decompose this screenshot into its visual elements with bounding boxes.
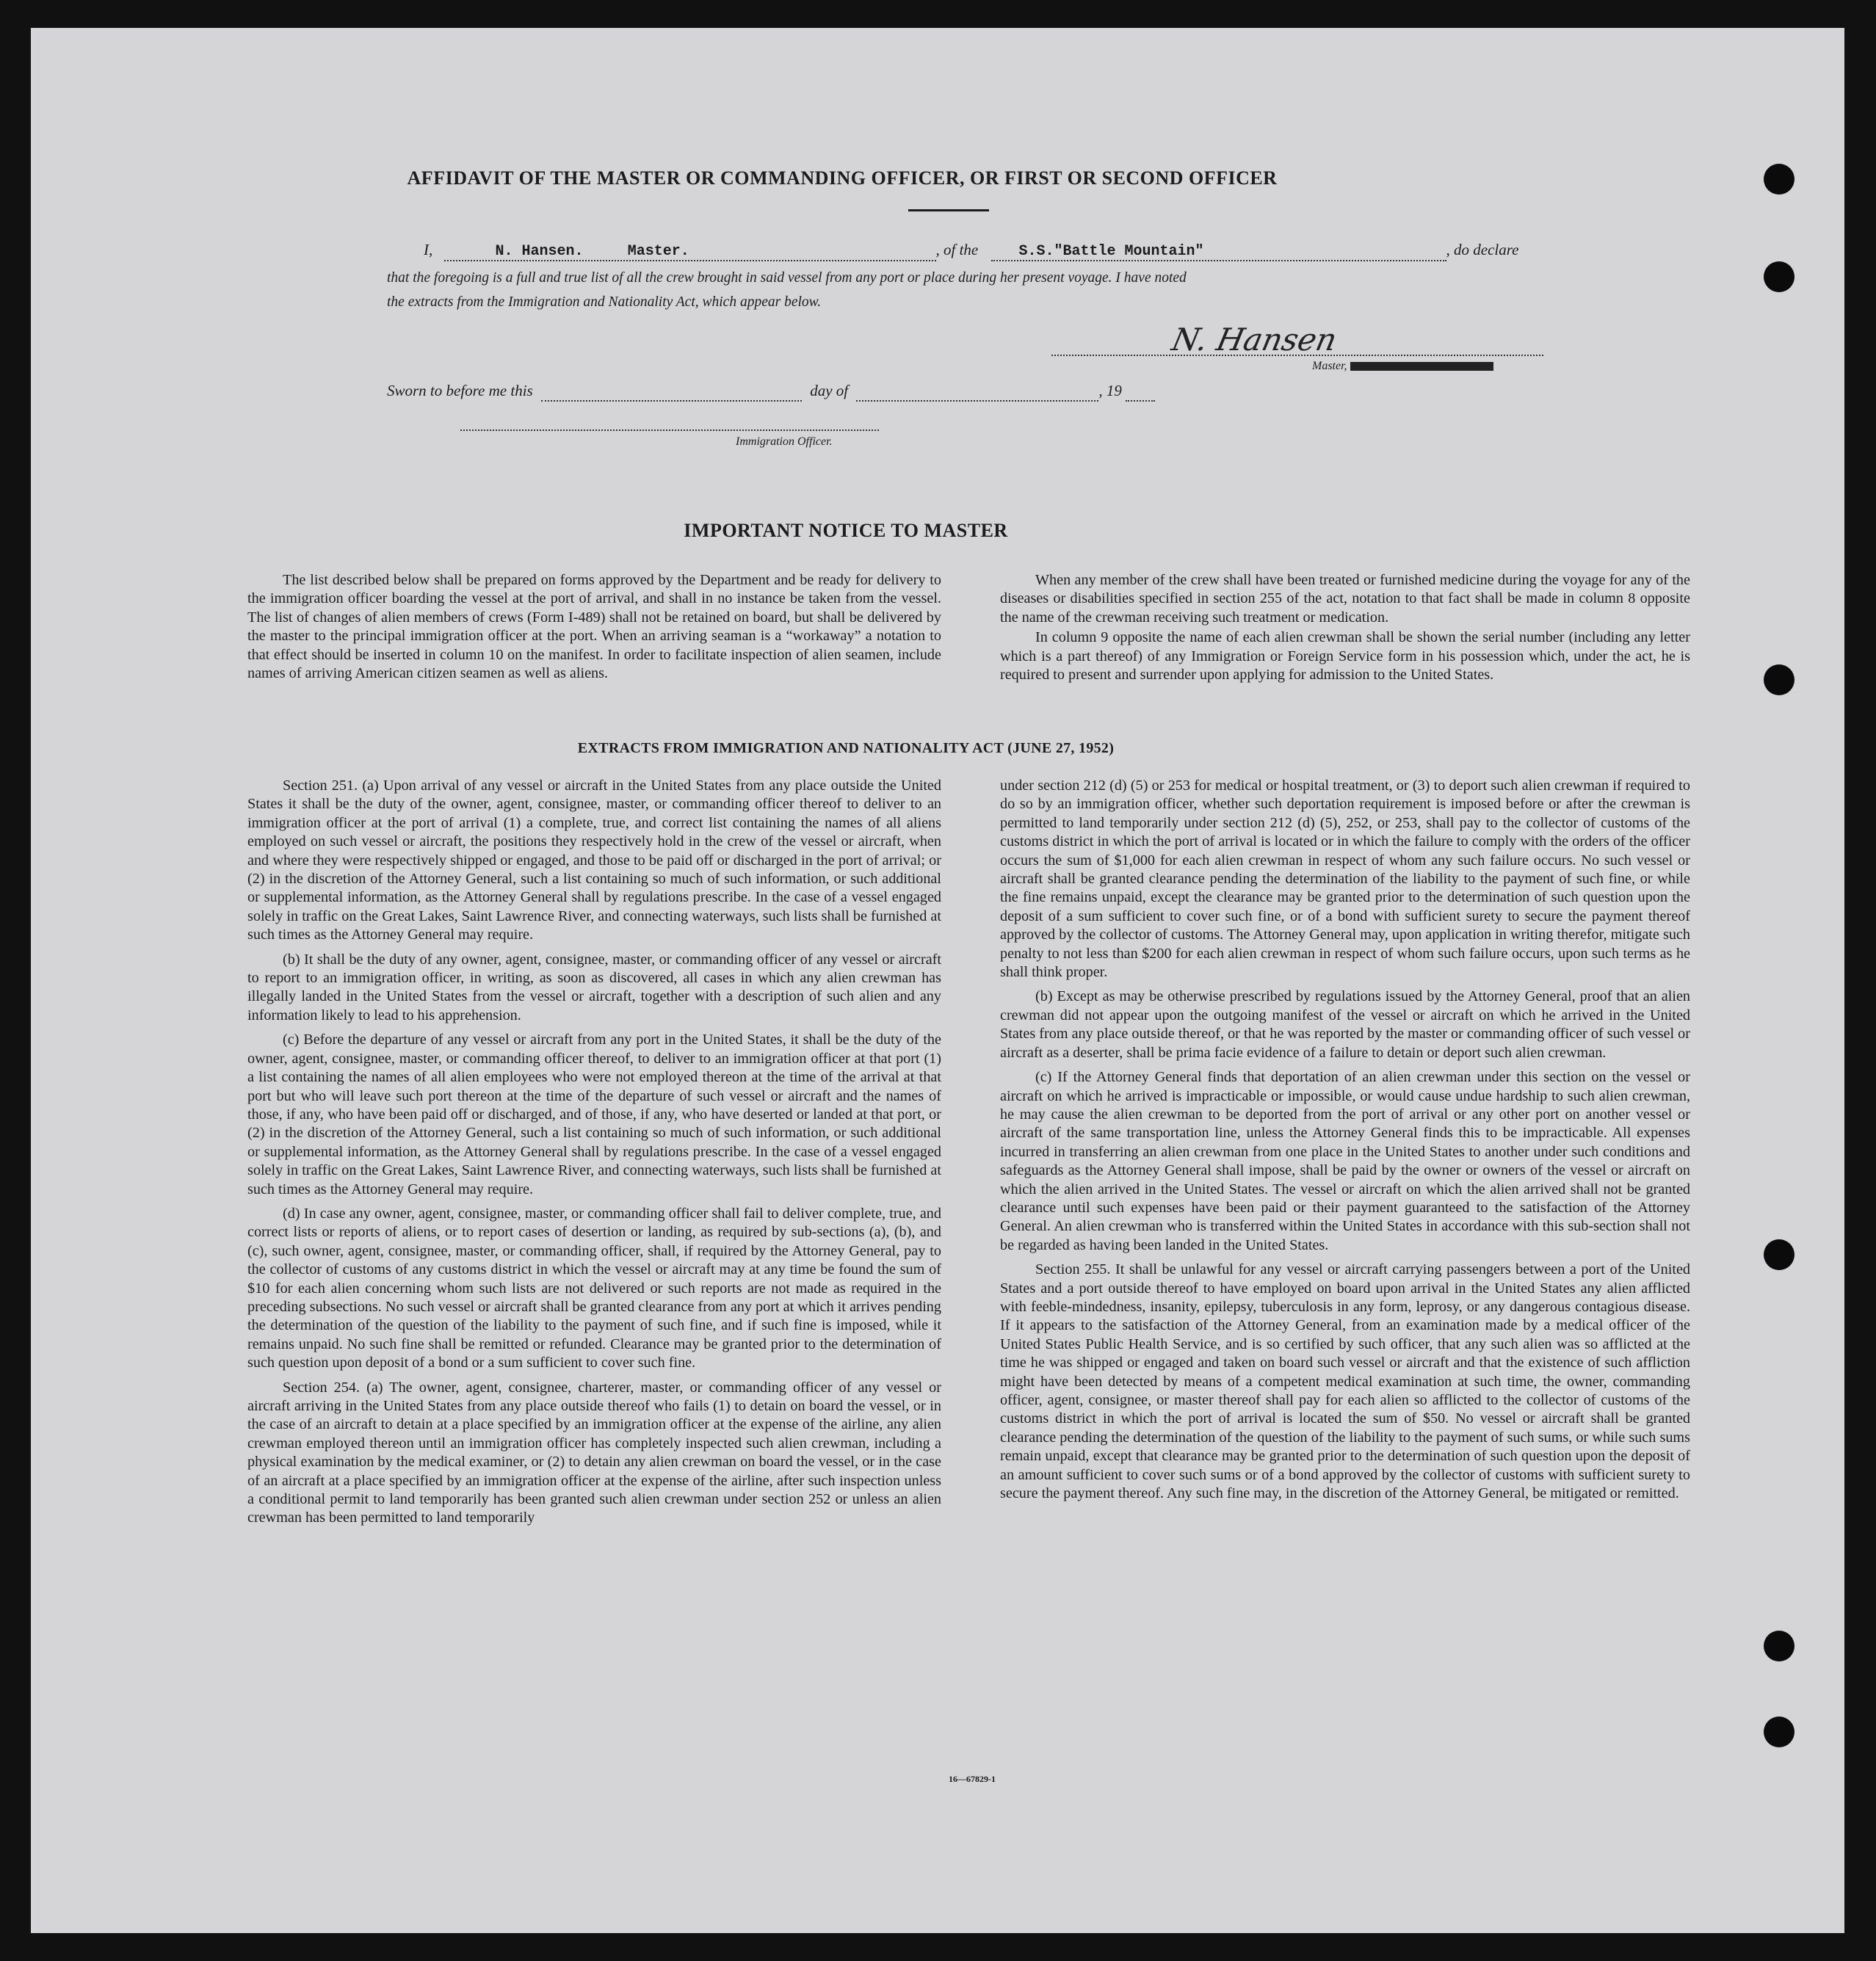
notice-title: IMPORTANT NOTICE TO MASTER — [684, 520, 1008, 541]
declarant-title: Master. — [627, 243, 689, 260]
vessel-field — [991, 241, 1446, 261]
punch-hole — [1764, 1717, 1794, 1747]
act-paragraph: (b) Except as may be otherwise prescribed by regulations issued by the Attorney General, proof that an alien crewman did not appear upon the outgoing manifest of the vessel or aircraft on which he arrived in the United States from any place outside thereof, or that he was reported by the master or commanding officer of such vessel or aircraft as a deserter, shall be prima facie evidence of a failure to detain or deport such alien crewman. — [1000, 988, 1690, 1061]
of-the-label: , of the — [935, 241, 979, 258]
punch-hole — [1764, 664, 1794, 695]
extracts-left-column — [247, 777, 941, 1534]
extracts-right-column — [1000, 777, 1690, 1509]
act-paragraph: (d) In case any owner, agent, consignee, master, or commanding officer shall fail to deliver complete, true, and correct lists or reports of aliens, or to report cases of desertion or landing, as required by sub-sections (a), (b), and (c), such owner, agent, consignee, master, or commanding officer, shall, if required by the Attorney General, pay to the collector of customs of any customs district in which the vessel or aircraft may at any time be found the sum of $10 for each alien concerning whom such lists are not delivered or such reports are not made as required in the preceding subsections. No such vessel or aircraft shall be granted clearance from any port at which it arrives pending the determination of the question of the liability to the payment of such fine, and if such fine is imposed, while it remains unpaid. No such fine shall be remitted or refunded. Clearance may be granted prior to the determination of such question upon deposit of a bond or a sum sufficient to cover such fine. — [247, 1205, 941, 1371]
act-paragraph: under section 212 (d) (5) or 253 for medical or hospital treatment, or (3) to deport such alien crewman if required to do so by an immigration officer, whether such deportation requirement is imposed before or after the crewman is permitted to land temporarily under section 212 (d) (5), 252, or 253, shall pay to the collector of customs of the customs district in which the port of arrival is located or in which the failure to comply with the orders of the officer occurs the sum of $1,000 for each alien crewman in respect of whom any such failure occurs. No such vessel or aircraft shall be granted clearance pending the determination of the liability to the payment of such fine, or while the fine remains unpaid, except the clearance may be granted prior to the determination of such question upon the deposit of a sum sufficient to cover such fine, or of a bond with sufficient surety to secure the payment thereof approved by the collector of customs. The Attorney General may, upon application in writing therefor, mitigate such penalty to not less than $200 for each alien crewman in respect of whom such failure occurs, upon such terms as he shall think proper. — [1000, 777, 1690, 981]
declaration-line-2: the extracts from the Immigration and Nationality Act, which appear below. — [387, 294, 822, 310]
officer-caption: Immigration Officer. — [736, 435, 833, 448]
extracts-title: EXTRACTS FROM IMMIGRATION AND NATIONALITY ACT (JUNE 27, 1952) — [577, 740, 1115, 756]
act-paragraph: (c) Before the departure of any vessel or aircraft from any port in the United States, it shall be the duty of the owner, agent, consignee, master, or commanding officer thereof, to deliver to an immigration officer at that port (1) a list containing the names of all alien employees who were not employed thereon at the time of the arrival at that port but who will leave such port thereon at the time of the departure of such vessel or aircraft and the names of those, if any, who have been paid off or discharged, and of those, if any, who have deserted or landed at that port, or (2) in the discretion of the Attorney General, such a list containing so much of such information, or such additional or supplemental information, as the Attorney General shall by regulations prescribe. In the case of a vessel engaged solely in traffic on the Great Lakes, Saint Lawrence River, and connecting waterways, such lists shall be furnished at such times as the Attorney General may require. — [247, 1032, 941, 1197]
declaration-fill-line — [424, 241, 1518, 261]
sworn-line — [387, 382, 1155, 402]
notice-paragraph: When any member of the crew shall have been treated or furnished medicine during the voyage for any of the diseases or disabilities specified in section 255 of the act, notation to that fact shall be made in column 8 opposite the name of the crewman receiving such treatment or medication. — [1000, 572, 1690, 626]
master-signature: N. Hansen — [1168, 322, 1341, 358]
form-number: 16—67829-1 — [949, 1774, 996, 1784]
signature-caption: Master, — [1312, 360, 1493, 373]
notice-left-column — [247, 571, 941, 689]
year-prefix: , 19 — [1098, 382, 1122, 399]
act-paragraph: (c) If the Attorney General finds that deportation of an alien crewman under this section on the vessel or aircraft on which he arrived is impracticable or impossible, or would cause undue hardship to such alien crewman, he may cause the alien crewman to be deported from the port of arrival or any other port on another vessel or aircraft of the same transportation line, unless the Attorney General finds this to be impracticable. All expenses incurred in transferring an alien crewman from one place in the United States to another under such conditions and safeguards as the Attorney General shall impose, shall be paid by the owner or owners of the vessel or aircraft on which the alien arrived in the United States. The vessel or aircraft on which the alien arrived shall not be granted clearance until such expenses have been paid or their payment guaranteed to the satisfaction of the Attorney General. An alien crewman who is transferred within the United States in accordance with this sub-section shall not be regarded as having been landed in the United States. — [1000, 1069, 1690, 1253]
sworn-month-field — [856, 382, 1098, 402]
day-of-label: day of — [810, 382, 849, 399]
notice-paragraph: In column 9 opposite the name of each alien crewman shall be shown the serial number (including any letter which is a part thereof) of any Immigration or Foreign Service form in his possession which, under the act, he is required to present and surrender upon applying for admission to the United States. — [1000, 629, 1690, 684]
punch-hole — [1764, 1631, 1794, 1661]
notice-paragraph: The list described below shall be prepared on forms approved by the Department and be ready for delivery to the immigration officer boarding the vessel at the port of arrival, and shall in no instance be taken from the vessel. The list of changes of alien members of crews (Form I-489) shall not be retained on board, but shall be delivered by the master to the principal immigration officer at the port. When an arriving seaman is a “workaway” a notation to that effect should be inserted in column 10 on the manifest. In order to facilitate inspection of alien seamen, include names of arriving American citizen seamen as well as aliens. — [247, 572, 941, 682]
sworn-label: Sworn to before me this — [387, 382, 533, 399]
punch-hole — [1764, 261, 1794, 292]
signature-line — [1051, 355, 1543, 356]
affidavit-title: AFFIDAVIT OF THE MASTER OR COMMANDING OFFICER, OR FIRST OR SECOND OFFICER — [407, 167, 1278, 189]
sworn-day-field — [541, 382, 802, 402]
struck-out-title — [1350, 362, 1493, 371]
punch-hole — [1764, 164, 1794, 195]
punch-hole — [1764, 1239, 1794, 1270]
declaration-line-1: that the foregoing is a full and true list of all the crew brought in said vessel from any port or place during her present voyage. I have noted — [387, 270, 1187, 286]
i-label: I, — [424, 241, 433, 258]
do-declare-label: , do declare — [1446, 241, 1519, 258]
sworn-year-field — [1126, 382, 1155, 402]
notice-right-column — [1000, 571, 1690, 690]
title-rule — [908, 209, 989, 211]
act-paragraph: Section 255. It shall be unlawful for any vessel or aircraft carrying passengers between a port of the United States and a port outside thereof to have employed on board upon arrival in the United States any alien afflicted with feeble-mindedness, insanity, epilepsy, tuberculosis in any form, leprosy, or any dangerous contagious disease. If it appears to the satisfaction of the Attorney General, from an examination made by a medical officer of the United States Public Health Service, and is so certified by such officer, that any such alien was so afflicted at the time he was shipped or engaged and taken on board such vessel or aircraft and that the existence of such affliction might have been detected by means of a competent medical examination at such time, the owner, commanding officer, agent, consignee, or master thereof shall pay for each alien so afflicted to the collector of customs of the customs district in which the port of arrival is located the sum of $50. No vessel or aircraft shall be granted clearance pending the determination of the question of the liability to the payment of such sums, or while such sums remain unpaid, except that clearance may be granted prior to the determination of such question upon the deposit of an amount sufficient to cover such sums or of a bond approved by the collector of customs with sufficient surety to secure the payment thereof. Any such fine may, in the discretion of the Attorney General, be mitigated or remitted. — [1000, 1261, 1690, 1502]
act-paragraph: (b) It shall be the duty of any owner, agent, consignee, master, or commanding officer of any vessel or aircraft to report to an immigration officer, in writing, as soon as discovered, all cases in which any alien crewman has illegally landed in the United States from the vessel or aircraft, together with a description of such alien and any information likely to lead to his apprehension. — [247, 951, 941, 1023]
declarant-name: N. Hansen. — [495, 243, 584, 260]
officer-signature-line — [460, 429, 879, 431]
act-paragraph: Section 254. (a) The owner, agent, consignee, charterer, master, or commanding officer of any vessel or aircraft arriving in the United States from any place outside thereof who fails (1) to detain on board the vessel, or in the case of an aircraft to detain at a place specified by an immigration officer at the expense of the airline, any alien crewman employed thereon until an immigration officer has completely inspected such alien crewman, including a physical examination by the medical examiner, or (2) to detain any alien crewman on board the vessel, or in the case of an aircraft at a place specified by an immigration officer at the expense of the airline, after such inspection unless a conditional permit to land temporarily has been granted such alien crewman under section 252 or unless an alien crewman has been permitted to land temporarily — [247, 1379, 941, 1526]
document-page — [31, 28, 1844, 1933]
act-paragraph: Section 251. (a) Upon arrival of any vessel or aircraft in the United States from any place outside the United States it shall be the duty of the owner, agent, consignee, master, or commanding officer thereof to deliver to an immigration officer at the port of arrival (1) a complete, true, and correct list containing the names of all aliens employed on such vessel or aircraft, the positions they respectively hold in the crew of the vessel or aircraft, when and where they were respectively shipped or engaged, and those to be paid off or discharged in the port of arrival; or (2) in the discretion of the Attorney General, such a list containing so much of such information, or such additional or supplemental information, as the Attorney General shall by regulations prescribe. In the case of a vessel engaged solely in traffic on the Great Lakes, Saint Lawrence River, and connecting waterways, such lists shall be furnished at such times as the Attorney General may require. — [247, 777, 941, 943]
vessel-name: S.S."Battle Mountain" — [1018, 243, 1204, 260]
declarant-field — [444, 241, 936, 261]
